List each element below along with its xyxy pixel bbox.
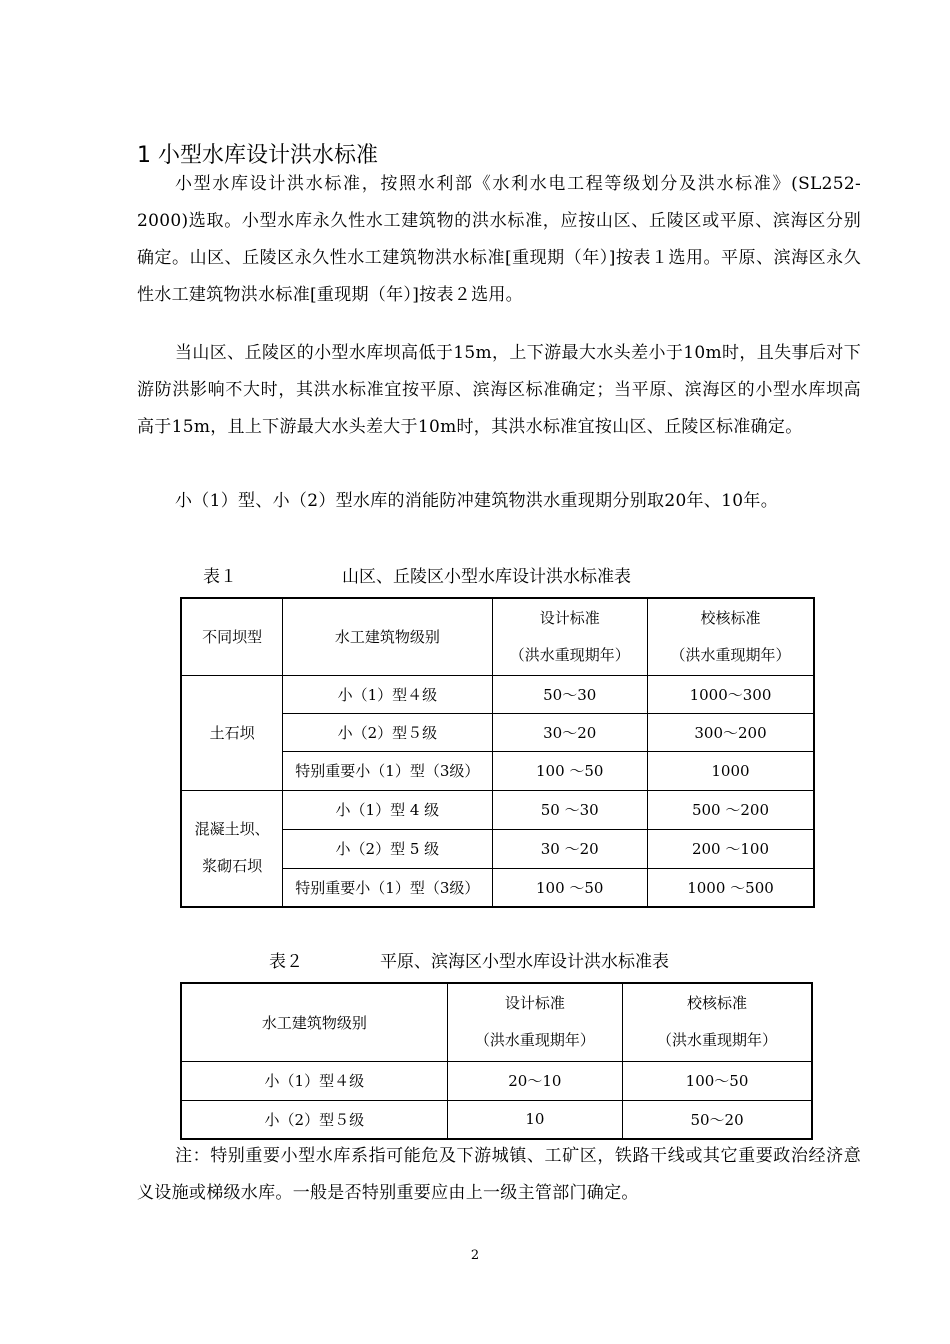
table1-cell-design: 50～30 <box>492 675 647 713</box>
table1-header-design <box>492 598 647 675</box>
table1-dam-type-concrete-line1: 混凝土坝、 <box>194 820 270 839</box>
table-row <box>181 1061 812 1100</box>
table1-header-row <box>181 598 814 675</box>
table1-cell-check: 200 ～100 <box>647 829 814 868</box>
table1-cell-design: 100 ～50 <box>492 751 647 790</box>
table1-cell-design: 30～20 <box>492 713 647 751</box>
table1-header-dam-type: 不同坝型 <box>181 598 283 675</box>
table1-dam-type-earth: 土石坝 <box>181 675 283 790</box>
table2-header-check-line1: 校核标准 <box>687 994 748 1013</box>
table1 <box>180 597 815 908</box>
table-note: 注：特别重要小型水库系指可能危及下游城镇、工矿区，铁路干线或其它重要政治经济意义设施或梯级水库。一般是否特别重要应由上一级主管部门确定。 <box>137 1146 861 1203</box>
table2-cell-design: 10 <box>447 1100 622 1139</box>
table2-header-check <box>623 983 812 1061</box>
table1-header-check-line1: 校核标准 <box>700 608 761 627</box>
table1-dam-type-concrete-line2: 浆砌石坝 <box>202 857 263 876</box>
paragraph-3: 小（1）型、小（2）型水库的消能防冲建筑物洪水重现期分别取20年、10年。 <box>175 491 778 511</box>
table1-cell-level: 小（2）型 5 级 <box>283 829 492 868</box>
table1-label: 表１ <box>203 567 237 587</box>
table1-cell-level: 特别重要小（1）型（3级） <box>283 868 492 907</box>
paragraph-1: 小型水库设计洪水标准，按照水利部《水利水电工程等级划分及洪水标准》(SL252-2000)选取。小型水库永久性水工建筑物的洪水标准，应按山区、丘陵区或平原、滨海区分别确定。山区、丘陵区永久性水工建筑物洪水标准[重现期（年）]按表１选用。平原、滨海区永久性水工建筑物洪水标准[重现期（年）]按表２选用。 <box>137 174 861 305</box>
table2-title: 平原、滨海区小型水库设计洪水标准表 <box>380 952 669 972</box>
paragraph-2: 当山区、丘陵区的小型水库坝高低于15m，上下游最大水头差小于10m时，且失事后对下游防洪影响不大时，其洪水标准宜按平原、滨海区标准确定；当平原、滨海区的小型水库坝高高于15m，且上下游最大水头差大于10m时，其洪水标准宜按山区、丘陵区标准确定。 <box>137 343 861 437</box>
table2-header-row <box>181 983 812 1061</box>
table2-header-design <box>447 983 622 1061</box>
table2-header-level: 水工建筑物级别 <box>181 983 447 1061</box>
table1-cell-check: 300～200 <box>647 713 814 751</box>
table1-header-design-line1: 设计标准 <box>539 608 600 627</box>
page-number: 2 <box>470 1248 480 1263</box>
table2 <box>180 982 813 1140</box>
table1-cell-level: 小（1）型４级 <box>283 675 492 713</box>
table1-dam-type-concrete <box>181 790 283 907</box>
table1-header-check <box>647 598 814 675</box>
table2-cell-level: 小（1）型４级 <box>181 1061 447 1100</box>
table-row <box>181 790 814 829</box>
table1-header-check-line2: （洪水重现期年） <box>670 645 791 664</box>
table2-header-design-line2: （洪水重现期年） <box>474 1031 595 1050</box>
table-row <box>181 675 814 713</box>
table1-header-design-line2: （洪水重现期年） <box>509 645 630 664</box>
table1-cell-level: 特别重要小（1）型（3级） <box>283 751 492 790</box>
table2-cell-check: 50～20 <box>623 1100 812 1139</box>
table2-header-design-line1: 设计标准 <box>504 994 565 1013</box>
table2-cell-level: 小（2）型５级 <box>181 1100 447 1139</box>
table-row <box>181 1100 812 1139</box>
table1-cell-check: 1000 <box>647 751 814 790</box>
table1-cell-check: 1000 ～500 <box>647 868 814 907</box>
table1-cell-design: 100 ～50 <box>492 868 647 907</box>
table2-header-check-line2: （洪水重现期年） <box>657 1031 778 1050</box>
table1-title: 山区、丘陵区小型水库设计洪水标准表 <box>342 567 631 587</box>
table1-cell-design: 50 ～30 <box>492 790 647 829</box>
table1-header-level: 水工建筑物级别 <box>283 598 492 675</box>
table2-cell-design: 20～10 <box>447 1061 622 1100</box>
table2-label: 表２ <box>269 952 303 972</box>
section-heading: 1 小型水库设计洪水标准 <box>137 143 378 168</box>
table1-cell-check: 500 ～200 <box>647 790 814 829</box>
table1-cell-check: 1000～300 <box>647 675 814 713</box>
table1-cell-design: 30 ～20 <box>492 829 647 868</box>
table1-cell-level: 小（2）型５级 <box>283 713 492 751</box>
table2-cell-check: 100～50 <box>623 1061 812 1100</box>
table1-cell-level: 小（1）型 4 级 <box>283 790 492 829</box>
